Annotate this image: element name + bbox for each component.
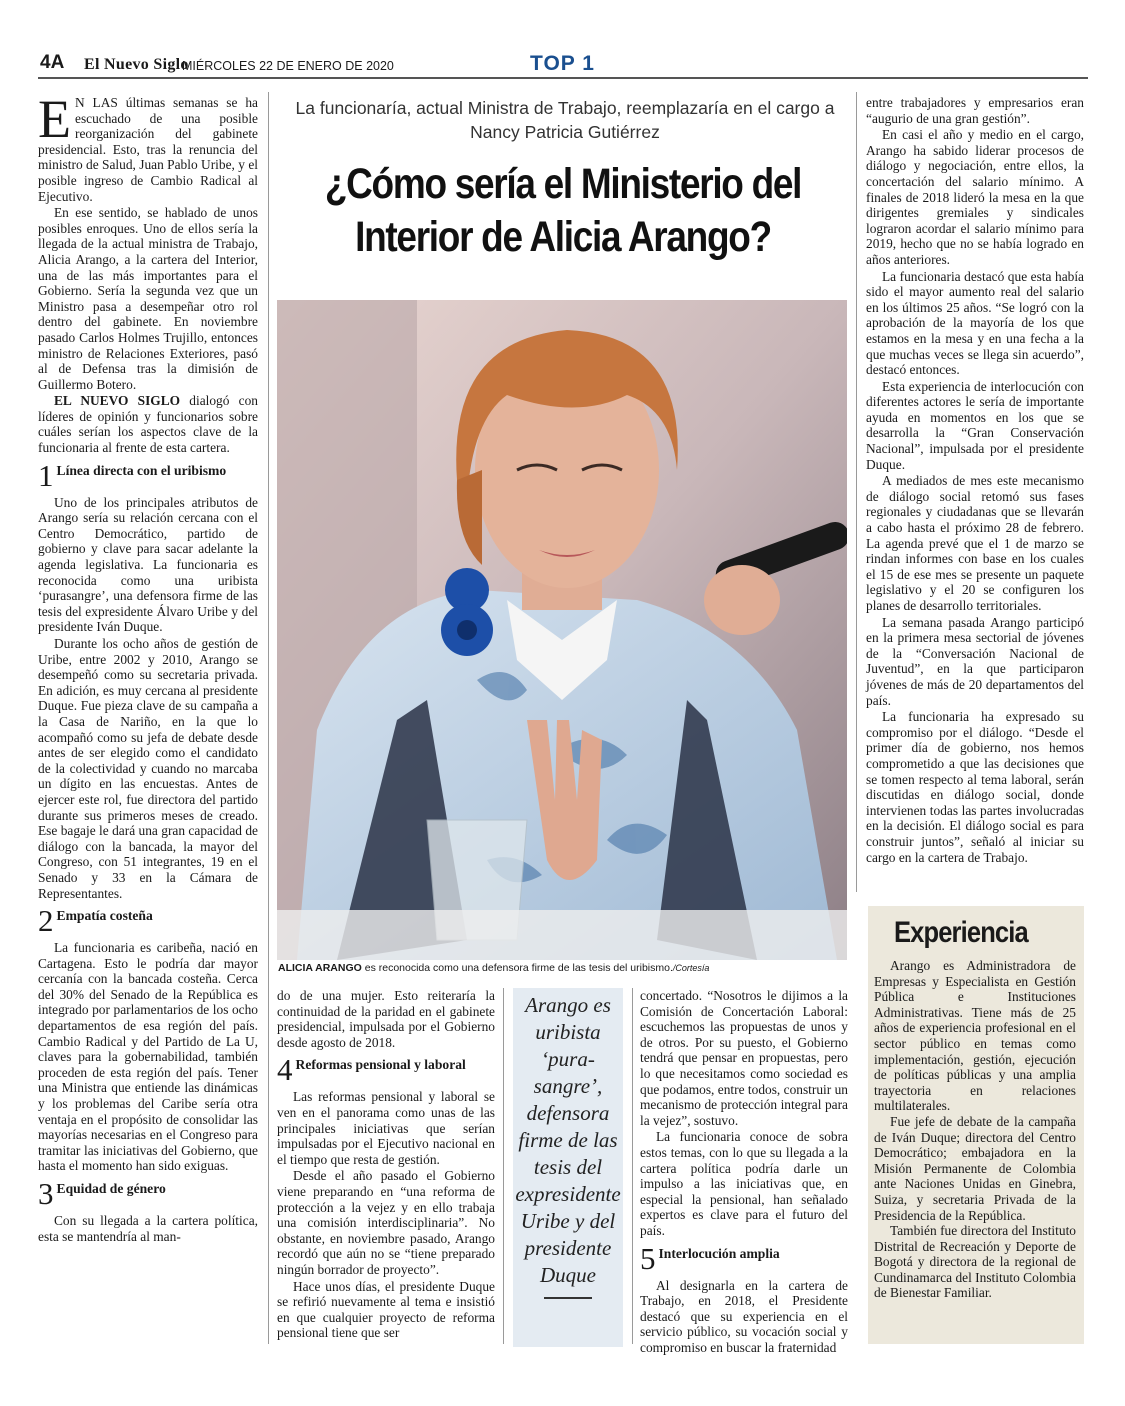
article-column-3: [640, 988, 848, 1356]
paragraph: Uno de los principales atributos de Arango sería su relación cercana con el Centro Democrático, partido de gobierno y clave para sacar adelante la agenda legislativa. La funcionaria es reconocida como una uribista ‘purasangre’, una defensora firme de las tesis del expresidente Álvaro Uribe y del presidente Iván Duque.: [38, 494, 258, 635]
photo-caption: [278, 962, 848, 974]
pull-quote-text: Arango es uribista ‘pura-sangre’, defensora firme de las tesis del expresidente Uribe y del presidente Duque: [515, 993, 621, 1287]
subhead-4: [277, 1052, 495, 1088]
subhead-3: [38, 1176, 258, 1211]
paragraph: La funcionaria ha expresado su compromiso por el diálogo. “Desde el primer día de gobierno, nos hemos comprometido a que las decisiones que se tomen respecto al tema laboral, serán discutidas en diálogo social, donde intervienen todas las partes involucradas en la decisión. El diálogo social es para construir juntos”, señaló al iniciar su cargo en la cartera de Trabajo.: [866, 709, 1084, 865]
subhead-number: 3: [38, 1176, 54, 1211]
article-column-2: [277, 988, 495, 1342]
caption-name: ALICIA ARANGO: [278, 962, 362, 974]
article-column-1: [38, 89, 258, 1245]
subhead-number: 4: [277, 1052, 293, 1088]
paragraph: La semana pasada Arango participó en la primera mesa sectorial de jóvenes de la “Conversación Nacional de Juventud”, en la que participaron jóvenes de más de 20 departamentos del país.: [866, 614, 1084, 708]
section-label: TOP 1: [530, 52, 595, 75]
paragraph: Esta experiencia de interlocución con diferentes actores le sería de importante ayuda en momentos en los que se desarrolla la “Gran Conservación Nacional”, impulsada por el presidente Duque.: [866, 378, 1084, 472]
paragraph: Desde el año pasado el Gobierno viene preparando en “una reforma de protección a la vejez y en ello trabaja una comisión interdisciplinaria”. No obstante, en noviembre pasado, Arango recordó que aún no se “tiene preparado ningún borrador de proyecto”.: [277, 1168, 495, 1277]
paragraph: La funcionaria destacó que esta había sido el mayor aumento real del salario en los últimos 25 años. “Se logró con la aprobación de la mayoría de los que estamos en la mesa y en una fecha a la que muchas veces se llega sin acuerdo”, destacó entonces.: [866, 268, 1084, 378]
pull-quote: [513, 988, 623, 1347]
subhead-number: 2: [38, 903, 54, 939]
pull-quote-rule: [544, 1297, 592, 1299]
subhead-title: Equidad de género: [56, 1181, 166, 1196]
subhead-title: Interlocución amplia: [658, 1245, 780, 1261]
paragraph: Las reformas pensional y laboral se ven en el panorama como unas de las principales iniciativas que serían impulsadas por el Ejecutivo nacional en el tiempo que resta de gestión.: [277, 1089, 495, 1167]
page-number: 4A: [40, 52, 65, 73]
publication-date: MIÉRCOLES 22 DE ENERO DE 2020: [182, 59, 394, 73]
newspaper-name: El Nuevo Siglo: [84, 56, 189, 73]
column-divider: [632, 988, 633, 1344]
paragraph: Fue jefe de debate de la campaña de Iván Duque; directora del Centro Democrático; embajadora en la Misión Permanente de Colombia ante Naciones Unidas en Ginebra, Suiza, y secretaria Privada de la Presidencia de la República.: [874, 1113, 1076, 1223]
subhead-title: Línea directa con el uribismo: [56, 462, 227, 478]
paragraph: Con su llegada a la cartera política, esta se mantendría al man-: [38, 1213, 258, 1244]
paragraph: A mediados de mes este mecanismo de diálogo social retomó sus fases regionales y ciudadanas que se llevarán a cabo hasta el próximo 28 de febrero. La agenda prevé que el 1 de marzo se rindan informes con base en los cuales el 15 de ese mes se presente un paquete legislativo y el 20 se configuren los planes de desarrollo territoriales.: [866, 473, 1084, 613]
subhead-title: Empatía costeña: [56, 908, 153, 924]
paragraph: En casi el año y medio en el cargo, Arango ha sabido liderar procesos de diálogo y negociación, entre ellos, la concertación del salario mínimo. A finales de 2018 lideró la mesa en la que dirigentes gremiales y sindicales lograron acordar el salario mínimo para 2019, hecho que no se había logrado en años anteriores.: [866, 127, 1084, 267]
sidebar-box: [868, 906, 1084, 1344]
subhead-2: [38, 903, 258, 939]
paragraph: También fue directora del Instituto Distrital de Recreación y Deporte de Bogotá y directora de la regional de Cundinamarca del Instituto Colombia de Bienestar Familiar.: [874, 1223, 1076, 1301]
column-divider: [268, 92, 269, 1344]
paragraph: dialogó con líderes de opinión y funcionarios sobre cuáles serían los aspectos clave de la funcionaria al frente de esta cartera.: [38, 393, 258, 456]
article-photo: [277, 300, 847, 960]
paragraph: Durante los ocho años de gestión de Uribe, entre 2002 y 2010, Arango se desempeñó como su secretaria privada. En adición, es muy cercana al presidente Duque. Fue pieza clave de su campaña a la Casa de Nariño, en la que lo acompañó como su jefa de debate desde antes de ser elegido como el candidato de la colectividad y cuando no marcaba un dígito en las encuestas. Antes de ejercer este rol, fue directora del partido durante sus primeros meses de creado. Ese bagaje le dará una gran capacidad de diálogo con la bancada, la mayor del Congreso, con 51 integrantes, 19 en el Senado y 33 en la Cámara de Representantes.: [38, 636, 258, 901]
paragraph: La funcionaria conoce de sobra estos temas, con lo que su llegada a la cartera política podría darle un impulso a las iniciativas que, en especial la pensional, han señalado expertos es clave para el futuro del país.: [640, 1129, 848, 1238]
sidebar-title: Experiencia: [894, 916, 1028, 949]
drop-cap: E: [38, 89, 71, 149]
subhead-number: 1: [38, 457, 54, 493]
paragraph: concertado. “Nosotros le dijimos a la Comisión de Concertación Laboral: escuchemos las propuestas de unos y de otros. Por su puesto, el Gobierno tendrá que pensar en propuestas, pero lo que necesitamos como sociedad es que podamos, entre todos, construir un mecanismo de protección integral para la vejez”, sostuvo.: [640, 988, 848, 1128]
photo-credit: /Cortesía: [672, 963, 710, 973]
paragraph: do de una mujer. Esto reiteraría la continuidad de la paridad en el gabinete presidencial, impulsada por el Gobierno desde agosto de 2018.: [277, 988, 495, 1050]
paragraph: La funcionaria es caribeña, nació en Cartagena. Esto le podría dar mayor cercanía con la bancada costeña. Cerca del 30% del Senado de la República es integrado por parlamentarios de los ocho departamentos de esa región del país. Cambio Radical y del Partido de La U, claves para la gobernabilidad, también proceden de esta región del país. Tener una Ministra que entiende las dinámicas y los problemas del Caribe sería otra ventaja en el propósito de consolidar las mayorías necesarias en el Congreso para tramitar las iniciativas del Gobierno, que hasta el momento han sido exiguas.: [38, 940, 258, 1174]
subhead-5: [640, 1240, 848, 1276]
kicker: La funcionaría, actual Ministra de Trabajo, reemplazaría en el cargo a Nancy Patricia Gutiérrez: [295, 98, 835, 142]
paragraph: Hace unos días, el presidente Duque se refirió nuevamente al tema e insistió en que cualquier proyecto de reforma pensional tiene que ser: [277, 1278, 495, 1341]
column-divider: [856, 92, 857, 892]
paragraph: Al designarla en la cartera de Trabajo, en 2018, el Presidente destacó que su experiencia en el servicio público, su vocación social y compromiso en buscar la fraternidad: [640, 1277, 848, 1355]
subhead-number: 5: [640, 1240, 656, 1276]
headline: ¿Cómo sería el Ministerio del Interior de Alicia Arango?: [324, 160, 802, 261]
caption-text: es reconocida como una defensora firme de las tesis del uribismo.: [361, 962, 673, 974]
column-divider: [503, 988, 504, 1344]
intro-paragraph: N LAS últimas semanas se ha escuchado de una posible reorganización del gabinete presidencial. Esto, tras la renuncia del ministro de Salud, Juan Pablo Uribe, y el posible ingreso de Cambio Radical al Ejecutivo.: [38, 95, 258, 204]
subhead-title: Reformas pensional y laboral: [295, 1057, 466, 1073]
paragraph: entre trabajadores y empresarios eran “augurio de una gran gestión”.: [866, 95, 1084, 126]
paragraph: Arango es Administradora de Empresas y Especialista en Gestión Pública e Instituciones Administrativas. Tiene más de 25 años de experiencia profesional en el sector público en temas como implementación, gestión, ejecución de políticas públicas y una amplia trayectoria en relaciones multilaterales.: [874, 958, 1076, 1114]
subhead-1: [38, 457, 258, 493]
newspaper-mention: EL NUEVO SIGLO: [54, 393, 181, 409]
paragraph: En ese sentido, se hablado de unos posibles enroques. Uno de ellos sería la llegada de la actual ministra de Trabajo, Alicia Arango, a la cartera del Interior, una de las más importantes para el Gobierno. Sería la segunda vez que un Ministro pasa a desempeñar otro rol dentro del gabinete. En noviembre pasado Carlos Holmes Trujillo, entonces ministro de Relaciones Exteriores, pasó al de Defensa tras la dimisión de Guillermo Botero.: [38, 205, 258, 392]
sidebar-text: [874, 958, 1076, 1301]
article-column-4: [866, 95, 1084, 866]
header-rule: [38, 77, 1088, 79]
